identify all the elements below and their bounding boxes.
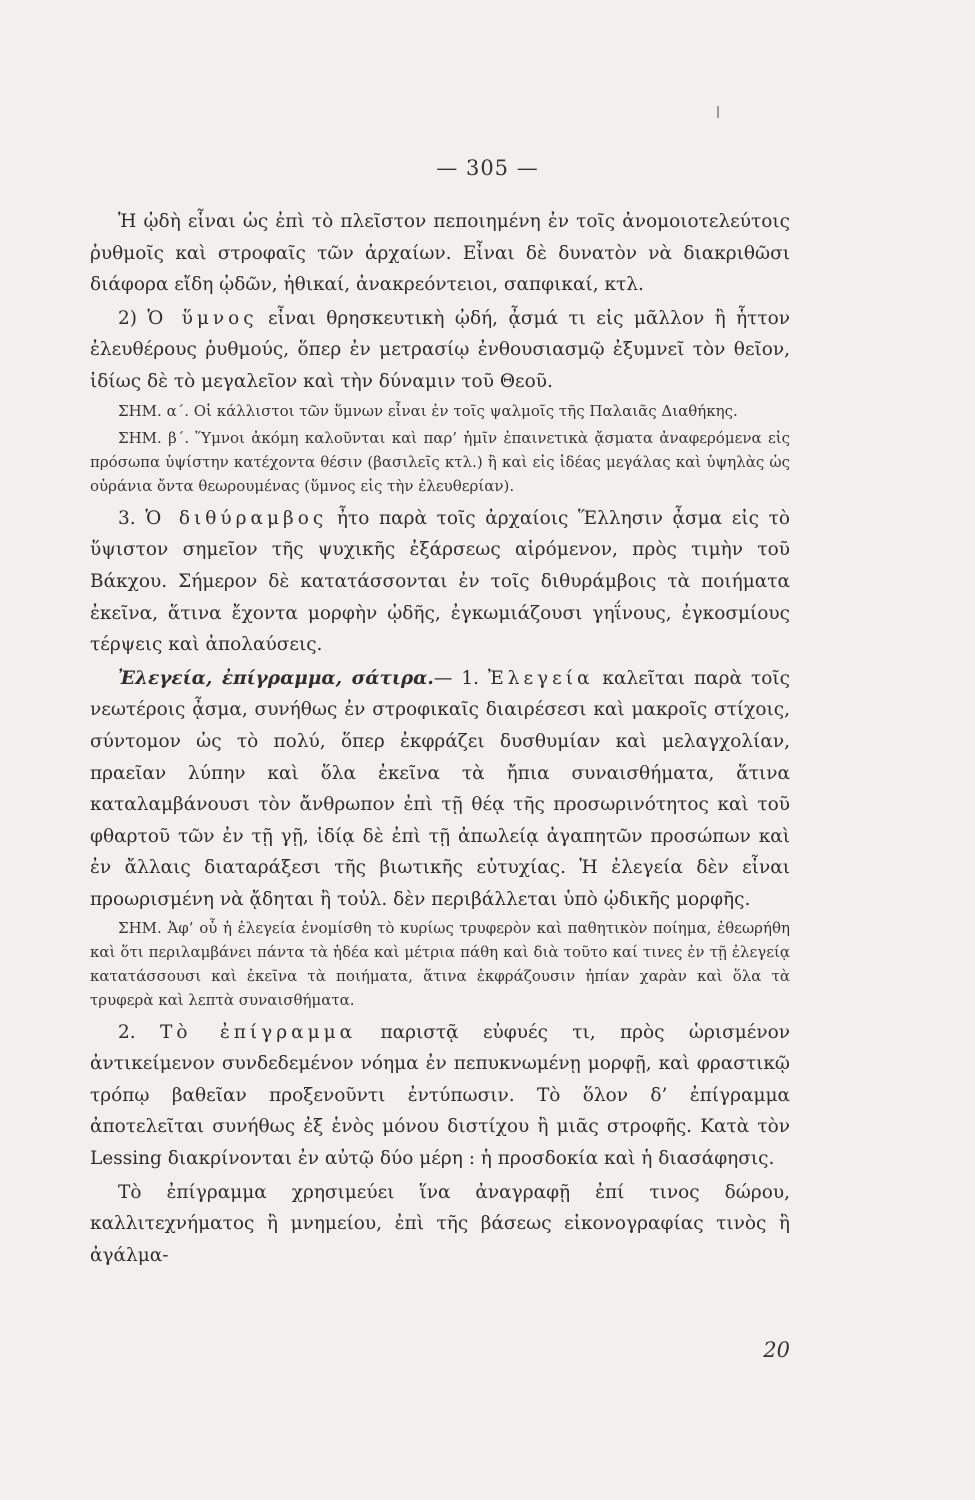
margin-mark: [717, 106, 719, 118]
paragraph-dithyramb: [90, 503, 790, 661]
paragraph-ode: Ἡ ᾠδὴ εἶναι ὡς ἐπὶ τὸ πλεῖστον πεποιημένη ἐν τοῖς ἀνομοιοτελεύτοις ῥυθμοῖς καὶ στροφαῖς τῶν ἀρχαίων. Εἶναι δὲ δυνατὸν νὰ διακριθῶσι διάφορα εἴδη ᾠδῶν, ἠθικαί, ἀνακρεόντειοι, σαπφικαί, κτλ.: [90, 211, 790, 296]
page-body: [90, 206, 790, 1273]
item-number: 2.: [118, 1021, 160, 1043]
heading-dash: — 1.: [433, 667, 488, 689]
paragraph-epigram: [90, 1017, 790, 1175]
spaced-term: Ἐλεγεία: [487, 667, 594, 689]
paragraph-text: παριστᾷ εὐφυές τι, πρὸς ὡρισμένον ἀντικείμενον συνδεδεμένον νόημα ἐν πεπυκνωμένῃ μορφῇ, καὶ φραστικῷ τρόπῳ βαθεῖαν προξενοῦντι ἐντύπωσιν. Τὸ ὅλον δ’ ἐπίγραμμα ἀποτελεῖται συνήθως ἐξ ἑνὸς μόνου διστίχου ἢ μιᾶς στροφῆς. Κατὰ τὸν Lessing διακρίνονται ἐν αὐτῷ δύο μέρη : ἡ προσδοκία καὶ ἡ διασάφησις.: [90, 1021, 790, 1170]
note-beta: ΣΗΜ. β΄. Ὕμνοι ἀκόμη καλοῦνται καὶ παρ’ ἡμῖν ἐπαινετικὰ ᾄσματα ἀναφερόμενα εἰς πρόσωπα ὑψίστην κατέχοντα θέσιν (βασιλεῖς κτλ.) ἢ καὶ εἰς ἰδέας μεγάλας καὶ ὑψηλὰς ὡς οὐράνια ὄντα θεωρουμένας (ὕμνος εἰς τὴν ἐλευθερίαν).: [90, 429, 790, 495]
spaced-term: Ὁ διθύραμβος: [145, 507, 328, 529]
note-elegy: ΣΗΜ. Ἀφ’ οὗ ἡ ἐλεγεία ἐνομίσθη τὸ κυρίως τρυφερὸν καὶ παθητικὸν ποίημα, ἐθεωρήθη καὶ ὅτι περιλαμβάνει πάντα τὰ ἡδέα καὶ μέτρια πάθη καὶ διὰ τοῦτο καί τινες ἐν τῇ ἐλεγείᾳ κατατάσσουσι καὶ ἐκεῖνα τὰ ποιήματα, ἅτινα ἐκφράζουσιν ἠπίαν χαρὰν καὶ ὅλα τὰ τρυφερὰ καὶ λεπτὰ συναισθήματα.: [90, 919, 790, 1009]
paragraph-text: εἶναι θρησκευτικὴ ᾠδή, ᾆσμά τι εἰς μᾶλλον ἢ ἧττον ἐλευθέρους ῥυθμούς, ὅπερ ἐν μετρασίῳ ἐνθουσιασμῷ ἐξυμνεῖ τὸν θεῖον, ἰδίως δὲ τὸ μεγαλεῖον καὶ τὴν δύναμιν τοῦ Θεοῦ.: [90, 307, 791, 392]
signature-mark: 20: [763, 1338, 790, 1362]
spaced-term: Τὸ ἐπίγραμμα: [160, 1021, 357, 1043]
page-number: — 305 —: [436, 156, 539, 180]
paragraph-hymn: [90, 303, 790, 398]
spaced-term: Ὁ ὕμνος: [147, 307, 258, 329]
section-heading: Ἐλεγεία, ἐπίγραμμα, σάτιρα.: [118, 667, 434, 689]
paragraph-epigram-use: Τὸ ἐπίγραμμα χρησιμεύει ἵνα ἀναγραφῇ ἐπί τινος δώρου, καλλιτεχνήματος ἢ μνημείου, ἐπὶ τῆς βάσεως εἰκονογραφίας τινὸς ἢ ἀγάλμα-: [90, 1181, 790, 1266]
note-alpha: ΣΗΜ. α΄. Οἱ κάλλιστοι τῶν ὕμνων εἶναι ἐν τοῖς ψαλμοῖς τῆς Παλαιᾶς Διαθήκης.: [118, 401, 738, 420]
paragraph-elegy: [90, 663, 790, 916]
item-number: 2): [118, 307, 148, 329]
item-number: 3.: [118, 507, 146, 529]
paragraph-text: ἦτο παρὰ τοῖς ἀρχαίοις Ἕλλησιν ᾆσμα εἰς τὸ ὕψιστον σημεῖον τῆς ψυχικῆς ἐξάρσεως αἰρόμενον, πρὸς τιμὴν τοῦ Βάκχου. Σήμερον δὲ κατατάσσονται ἐν τοῖς διθυράμβοις τὰ ποιήματα ἐκεῖνα, ἅτινα ἔχοντα μορφὴν ᾠδῆς, ἐγκωμιάζουσι γηΐνους, ἐγκοσμίους τέρψεις καὶ ἀπολαύσεις.: [90, 507, 790, 656]
paragraph-text: καλεῖται παρὰ τοῖς νεωτέροις ᾆσμα, συνήθως ἐν στροφικαῖς διαιρέσεσι καὶ μακροῖς στίχοις, σύντομον ὡς τὸ πολύ, ὅπερ ἐκφράζει δυσθυμίαν καὶ μελαγχολίαν, πραεῖαν λύπην καὶ ὅλα ἐκεῖνα τὰ ἤπια συναισθήματα, ἅτινα καταλαμβάνουσι τὸν ἄνθρωπον ἐπὶ τῇ θέᾳ τῆς προσωρινότητος καὶ τοῦ φθαρτοῦ τῶν ἐν τῇ γῇ, ἰδίᾳ δὲ ἐπὶ τῇ ἀπωλείᾳ ἀγαπητῶν προσώπων καὶ ἐν ἄλλαις διαταράξεσι τῆς βιωτικῆς εὐτυχίας. Ἡ ἐλεγεία δὲν εἶναι προωρισμένη νὰ ᾄδηται ἢ τοὐλ. δὲν περιβάλλεται ὑπὸ ᾠδικῆς μορφῆς.: [90, 667, 790, 910]
